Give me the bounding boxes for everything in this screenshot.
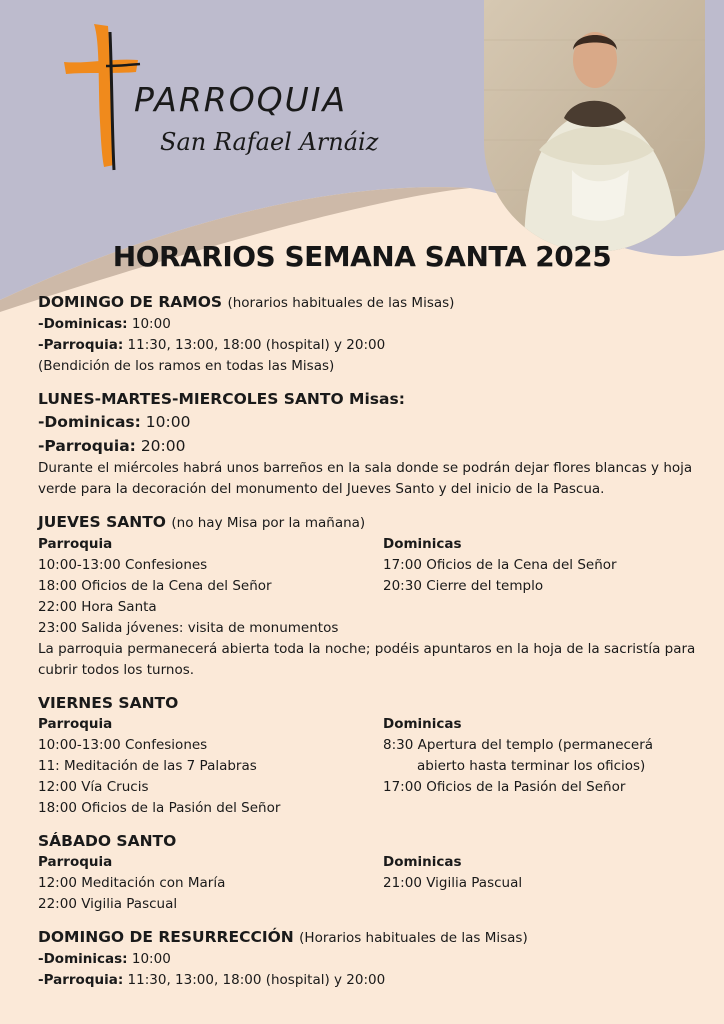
list-item: 21:00 Vigilia Pascual [383,875,523,891]
dominicas-column [383,852,698,915]
parroquia-column [38,852,383,915]
section-heading: DOMINGO DE RAMOS [38,293,223,311]
parroquia-label: -Parroquia: [38,972,124,988]
parroquia-column [38,534,383,639]
parroquia-label: -Parroquia: [38,437,136,455]
list-item: 20:30 Cierre del templo [383,578,544,594]
dominicas-value: 10:00 [131,316,171,332]
cross-icon [62,22,142,172]
column-title: Dominicas [383,536,462,552]
dominicas-label: -Dominicas: [38,316,128,332]
parroquia-label: -Parroquia: [38,337,124,353]
section-text: La parroquia permanecerá abierta toda la noche; podéis apuntaros en la hoja de la sacristía para cubrir todos los turnos. [38,641,696,678]
column-title: Parroquia [38,854,113,870]
dominicas-label: -Dominicas: [38,951,128,967]
list-item: 10:00-13:00 Confesiones [38,557,208,573]
dominicas-label: -Dominicas: [38,413,141,431]
logo-title: PARROQUIA [134,80,348,119]
column-title: Dominicas [383,716,462,732]
section-text: Durante el miércoles habrá unos barreños en la sala donde se podrán dejar flores blancas y hoja verde para la decoración del monumento del Jueves Santo y del inicio de la Pascua. [38,460,693,497]
logo-subtitle: San Rafael Arnáiz [160,128,379,156]
section-heading: LUNES-MARTES-MIERCOLES SANTO Misas: [38,390,405,408]
section-heading: VIERNES SANTO [38,694,179,712]
list-item: 22:00 Vigilia Pascual [38,896,178,912]
section-domingo-ramos [38,292,698,377]
section-heading: SÁBADO SANTO [38,832,177,850]
column-title: Parroquia [38,716,113,732]
section-lunes-martes-miercoles [38,389,698,500]
dominicas-value: 10:00 [131,951,171,967]
parroquia-value: 20:00 [140,437,186,455]
section-heading: DOMINGO DE RESURRECCIÓN [38,928,294,946]
section-viernes-santo [38,693,698,819]
section-jueves-santo [38,512,698,681]
section-note: (horarios habituales de las Misas) [227,295,455,311]
list-item: 22:00 Hora Santa [38,599,157,615]
list-item: 12:00 Vía Crucis [38,779,149,795]
saint-portrait [484,0,705,252]
list-item: 12:00 Meditación con María [38,875,226,891]
section-domingo-resurreccion [38,927,698,991]
schedule-content [38,292,698,991]
column-title: Dominicas [383,854,462,870]
dominicas-column [383,534,698,639]
list-item: 10:00-13:00 Confesiones [38,737,208,753]
list-item: abierto hasta terminar los oficios) [417,758,646,774]
dominicas-column [383,714,698,819]
section-note: (no hay Misa por la mañana) [171,515,366,531]
parroquia-value: 11:30, 13:00, 18:00 (hospital) y 20:00 [127,337,386,353]
dominicas-value: 10:00 [145,413,191,431]
list-item: 18:00 Oficios de la Pasión del Señor [38,800,281,816]
list-item: 18:00 Oficios de la Cena del Señor [38,578,272,594]
section-heading: JUEVES SANTO [38,513,166,531]
list-item: 17:00 Oficios de la Pasión del Señor [383,779,626,795]
page-title: HORARIOS SEMANA SANTA 2025 [112,240,612,273]
list-item: 17:00 Oficios de la Cena del Señor [383,557,617,573]
section-sabado-santo [38,831,698,915]
list-item: 11: Meditación de las 7 Palabras [38,758,257,774]
parroquia-value: 11:30, 13:00, 18:00 (hospital) y 20:00 [127,972,386,988]
parroquia-column [38,714,383,819]
list-item: 8:30 Apertura del templo (permanecerá [383,737,654,753]
list-item: 23:00 Salida jóvenes: visita de monumentos [38,620,339,636]
column-title: Parroquia [38,536,113,552]
section-note: (Horarios habituales de las Misas) [299,930,528,946]
section-text: (Bendición de los ramos en todas las Misas) [38,358,335,374]
